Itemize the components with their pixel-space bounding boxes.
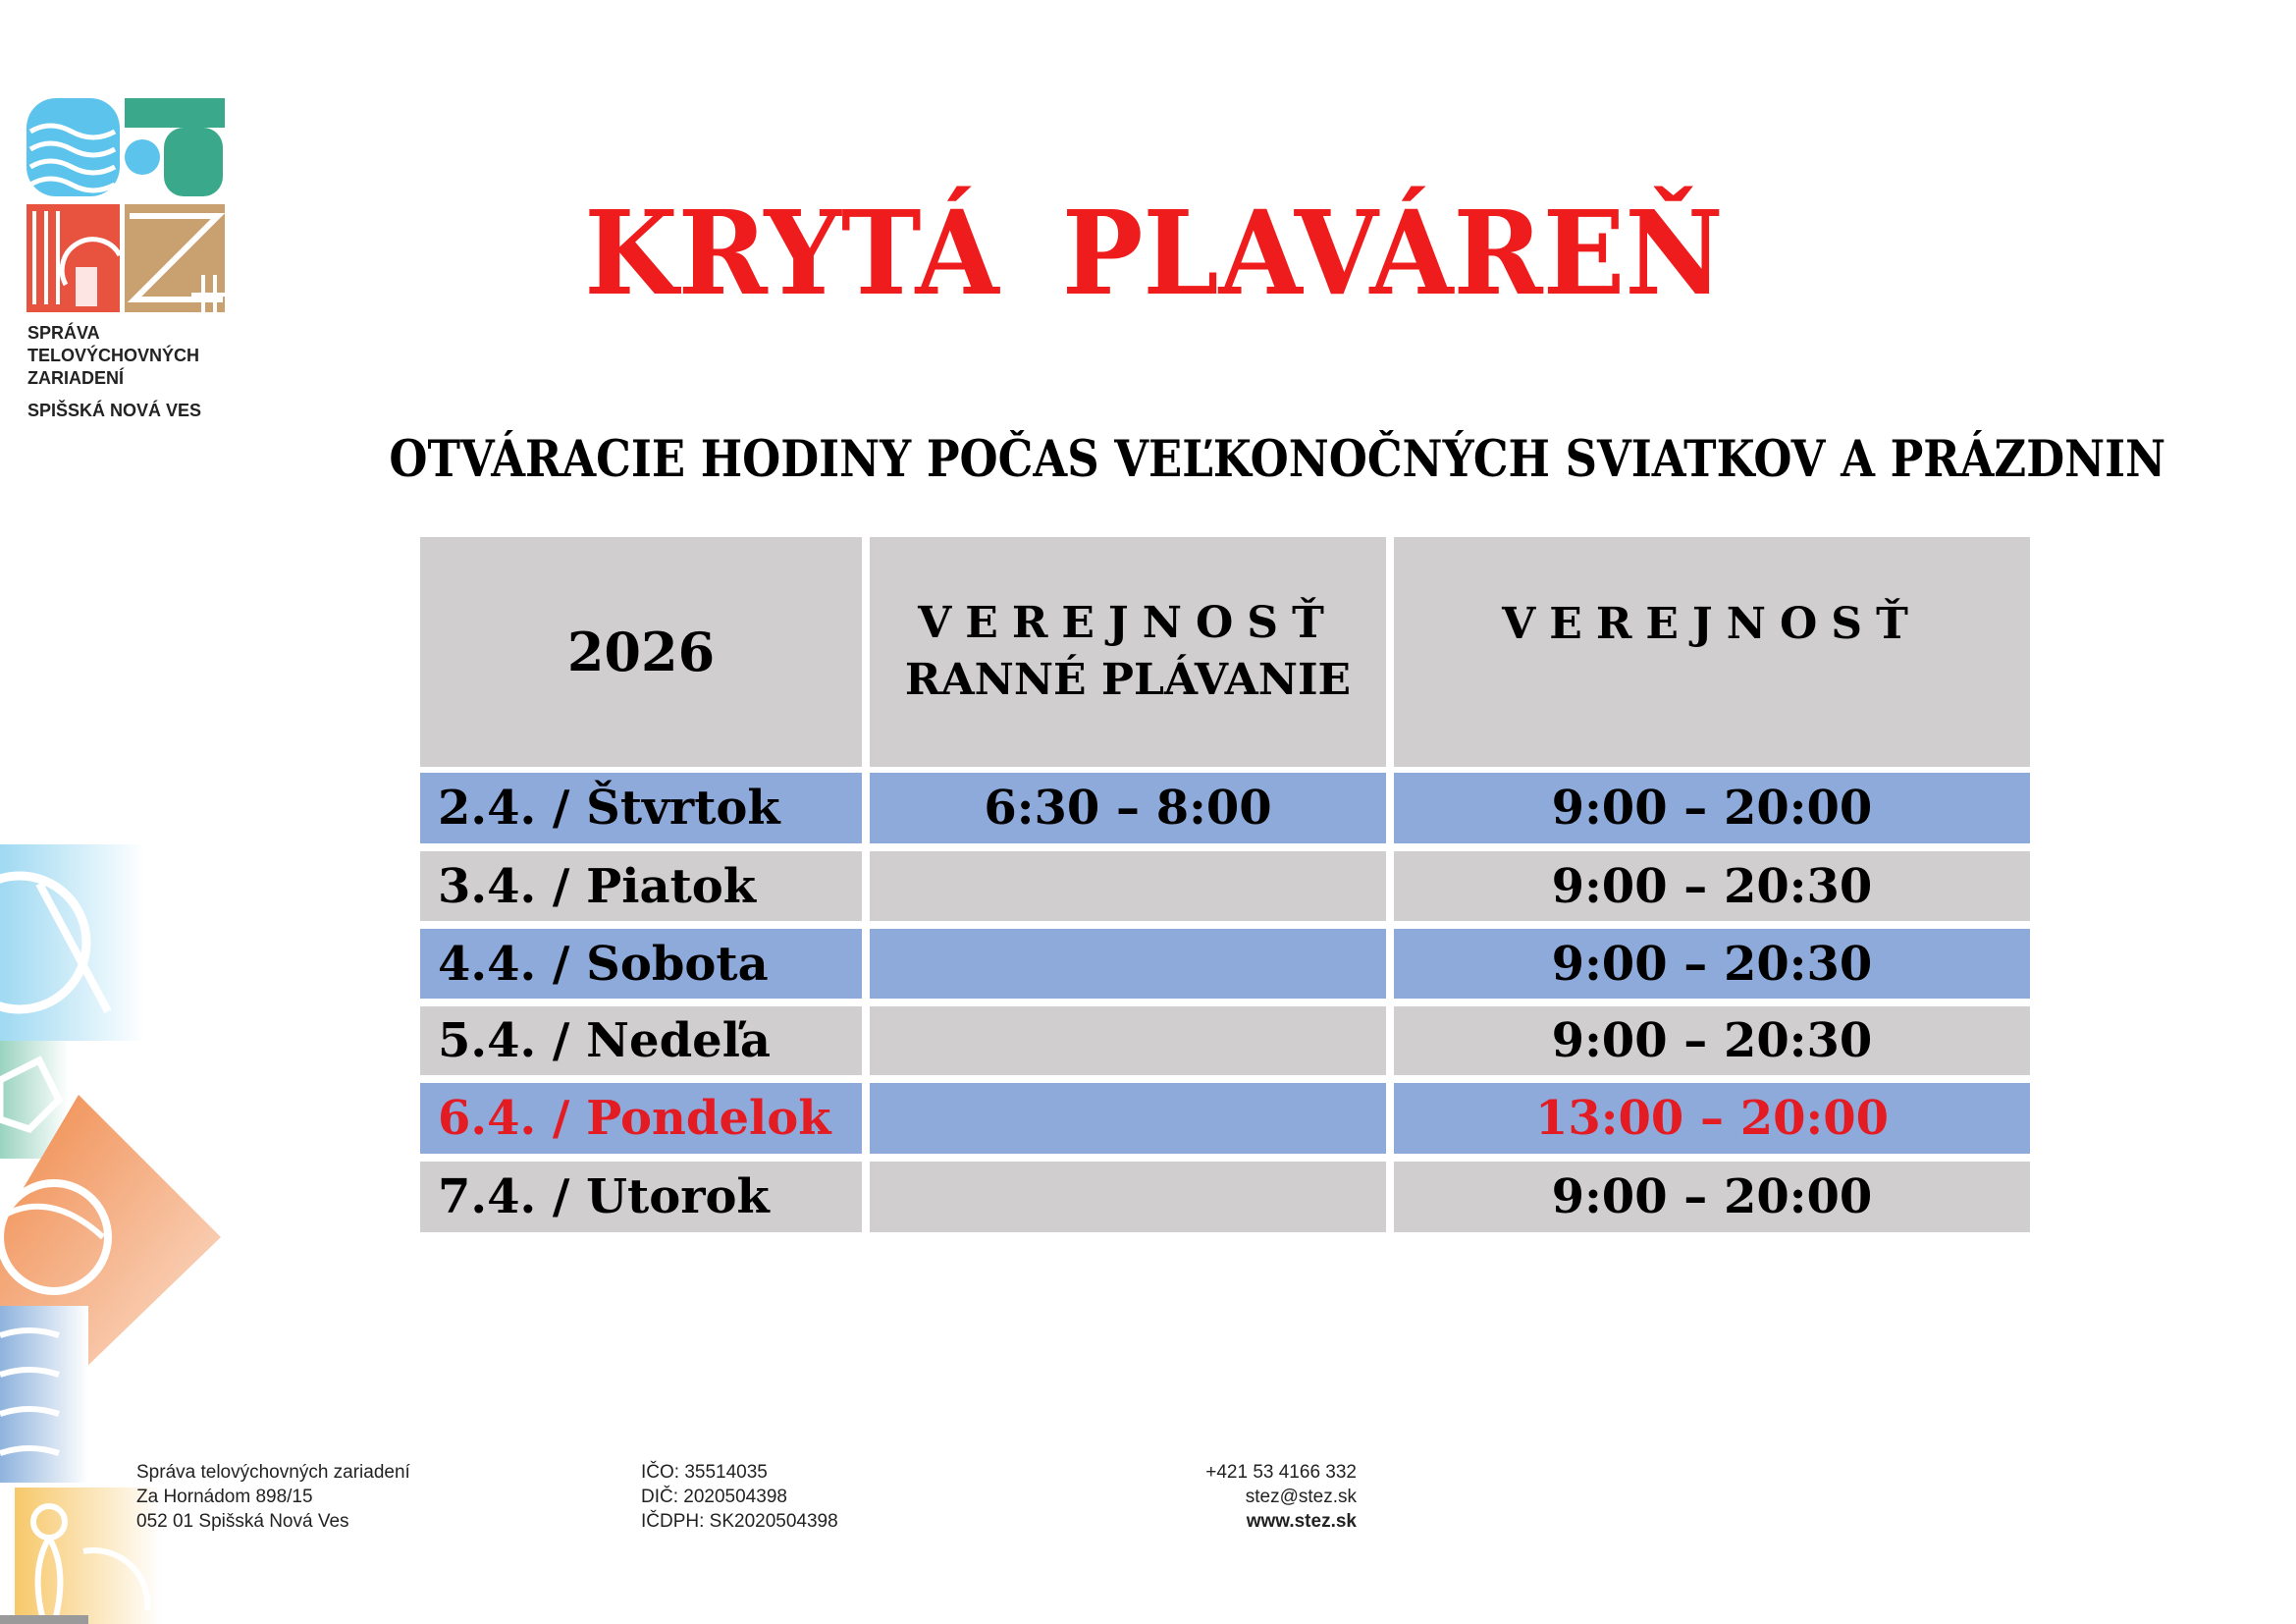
page-subtitle: OTVÁRACIE HODINY POČAS VEĽKONOČNÝCH SVIATKOV A PRÁZDNIN bbox=[389, 430, 2166, 489]
header-public bbox=[1394, 537, 2030, 767]
header-morning-line2: RANNÉ PLÁVANIE bbox=[904, 655, 1352, 705]
header-year-label: 2026 bbox=[566, 621, 716, 683]
schedule-table bbox=[416, 533, 2030, 1233]
row-5-public: 13:00 – 20:00 bbox=[1394, 1083, 2030, 1154]
row-2-morning bbox=[870, 851, 1386, 921]
row-5-morning bbox=[870, 1083, 1386, 1154]
logo-city: SPIŠSKÁ NOVÁ VES bbox=[27, 401, 202, 420]
footer-zip-city: 052 01 Spišská Nová Ves bbox=[136, 1511, 349, 1532]
logo-org-line3: ZARIADENÍ bbox=[27, 368, 124, 388]
footer-ico: IČO: 35514035 bbox=[641, 1462, 768, 1483]
row-2-public: 9:00 – 20:30 bbox=[1394, 851, 2030, 921]
footer-web-link[interactable]: www.stez.sk bbox=[1246, 1511, 1357, 1532]
header-morning-public bbox=[870, 537, 1386, 767]
row-2-day: 3.4. / Piatok bbox=[420, 851, 862, 921]
row-1-public: 9:00 – 20:00 bbox=[1394, 773, 2030, 843]
row-1-morning: 6:30 – 8:00 bbox=[870, 773, 1386, 843]
row-3-morning bbox=[870, 929, 1386, 999]
row-5-day: 6.4. / Pondelok bbox=[420, 1083, 862, 1154]
header-year bbox=[420, 537, 862, 767]
row-4-morning bbox=[870, 1006, 1386, 1075]
row-6-public: 9:00 – 20:00 bbox=[1394, 1162, 2030, 1232]
header-public-line1: VEREJNOSŤ bbox=[1502, 599, 1922, 649]
footer-icdph: IČDPH: SK2020504398 bbox=[641, 1511, 838, 1532]
footer-dic: DIČ: 2020504398 bbox=[641, 1487, 787, 1507]
footer-address bbox=[136, 1460, 410, 1534]
footer-ids bbox=[641, 1460, 838, 1534]
logo-org-line2: TELOVÝCHOVNÝCH bbox=[27, 346, 200, 365]
footer-contact bbox=[1080, 1460, 1357, 1534]
footer-street: Za Hornádom 898/15 bbox=[136, 1487, 313, 1507]
footer-org: Správa telovýchovných zariadení bbox=[136, 1462, 410, 1483]
logo-org-line1: SPRÁVA bbox=[27, 323, 100, 343]
header-morning-line1: VEREJNOSŤ bbox=[918, 598, 1338, 648]
footer-email[interactable]: stez@stez.sk bbox=[1245, 1487, 1357, 1507]
row-4-public: 9:00 – 20:30 bbox=[1394, 1006, 2030, 1075]
row-1-day: 2.4. / Štvrtok bbox=[420, 773, 862, 843]
footer-phone: +421 53 4166 332 bbox=[1205, 1462, 1357, 1483]
footer-web[interactable] bbox=[1080, 1509, 1357, 1534]
row-3-day: 4.4. / Sobota bbox=[420, 929, 862, 999]
row-6-day: 7.4. / Utorok bbox=[420, 1162, 862, 1232]
row-3-public: 9:00 – 20:30 bbox=[1394, 929, 2030, 999]
row-4-day: 5.4. / Nedeľa bbox=[420, 1006, 862, 1075]
logo-text bbox=[27, 322, 263, 422]
row-6-morning bbox=[870, 1162, 1386, 1232]
page-title: KRYTÁ PLAVÁREŇ bbox=[584, 185, 1724, 321]
